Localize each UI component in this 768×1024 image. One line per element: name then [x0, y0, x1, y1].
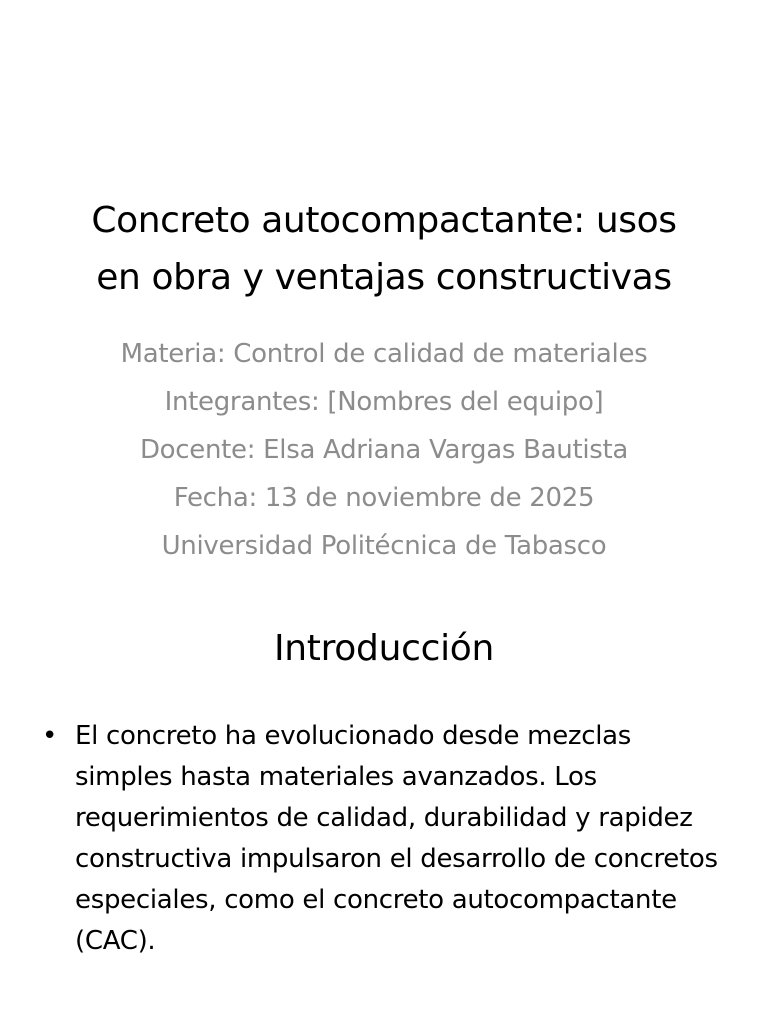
- slide-subtitle: [60, 334, 708, 578]
- slide-title: Introducción: [273, 628, 495, 669]
- slide-title-line: Concreto autocompactante: usos: [91, 200, 677, 241]
- members-line: Integrantes: [Nombres del equipo]: [164, 387, 604, 417]
- teacher-line: Docente: Elsa Adriana Vargas Bautista: [139, 435, 629, 465]
- bullet-text: El concreto ha evolucionado desde mezclas simples hasta materiales avanzados. Los requerimientos de calidad, durabilidad y rapidez constructiva impulsaron el desarrollo de concretos especiales, como el concreto autocompactante (CAC).: [75, 721, 718, 956]
- bullet-item: [40, 716, 720, 962]
- university-line: Universidad Politécnica de Tabasco: [161, 531, 607, 561]
- bullet-list: [40, 716, 720, 962]
- slide-title: [40, 192, 728, 306]
- introduction-slide: [0, 578, 768, 1024]
- bullet-icon: •: [42, 721, 58, 751]
- slide-title-line: en obra y ventajas constructivas: [96, 257, 672, 298]
- date-line: Fecha: 13 de noviembre de 2025: [173, 483, 595, 513]
- subject-line: Materia: Control de calidad de materiales: [120, 339, 648, 369]
